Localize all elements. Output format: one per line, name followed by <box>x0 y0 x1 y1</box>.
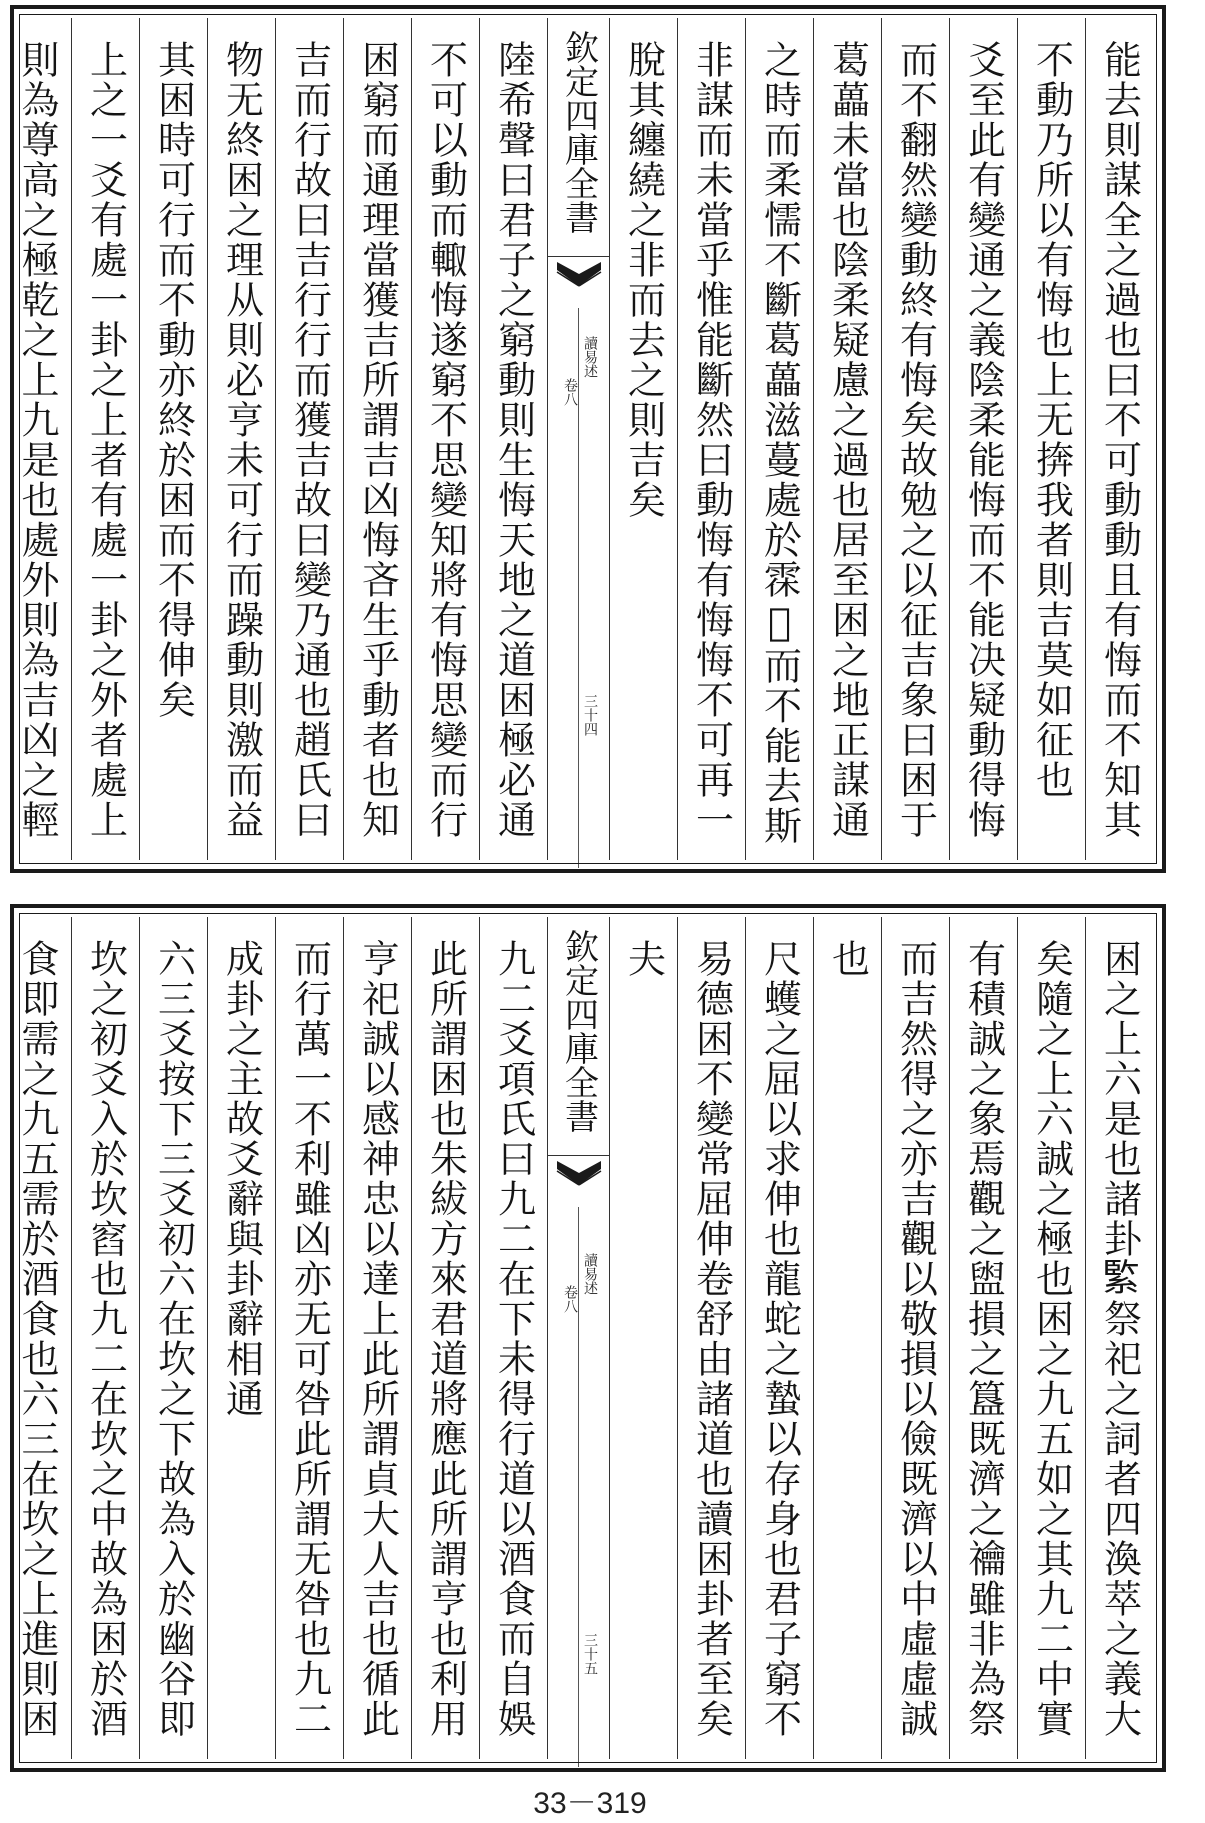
text-column <box>1017 917 1085 1759</box>
text-column <box>411 917 479 1759</box>
text-column <box>139 917 207 1759</box>
text-column <box>745 18 813 860</box>
fish-tail-ornament-icon <box>552 1157 605 1187</box>
text-column <box>813 18 881 860</box>
text-column <box>207 18 275 860</box>
text-column <box>71 917 139 1759</box>
fold-line <box>578 1207 579 1767</box>
text-column <box>3 917 71 1759</box>
text-column <box>881 917 949 1759</box>
column-text: 上之一爻有處一卦之上者有處一卦之外者處上 <box>83 40 128 840</box>
volume-label: 卷八 <box>562 378 578 406</box>
column-text: 能去則謀全之過也曰不可動動且有悔而不知其 <box>1097 40 1142 840</box>
header-title: 欽定四庫全書 <box>558 30 599 234</box>
column-text: 而吉然得之亦吉觀以敬損以儉既濟以中虛虛誠 <box>893 939 938 1739</box>
center-fold <box>547 18 609 860</box>
text-column <box>275 18 343 860</box>
text-column <box>1085 917 1153 1759</box>
column-text: 陸希聲曰君子之窮動則生悔天地之道困極必通 <box>491 40 536 840</box>
leaf-number: 三十五 <box>582 1633 598 1675</box>
column-text: 食即需之九五需於酒食也六三在坎之上進則困 <box>15 939 59 1739</box>
text-column <box>1017 18 1085 860</box>
text-column <box>1085 18 1153 860</box>
column-text: 九二爻項氏曰九二在下未得行道以酒食而自娛 <box>491 939 536 1739</box>
column-text: 夫 <box>621 939 666 979</box>
column-text: 也 <box>825 939 870 979</box>
column-text: 坎之初爻入於坎窞也九二在坎之中故為困於酒 <box>83 939 128 1739</box>
column-text: 有積誠之象焉觀之盥損之簋既濟之禴雖非為祭 <box>961 939 1006 1739</box>
column-text: 困窮而通理當獲吉所謂吉凶悔吝生乎動者也知 <box>355 40 400 840</box>
column-text: 不可以動而輙悔遂窮不思變知將有悔思變而行 <box>423 40 468 840</box>
center-title-box <box>548 917 609 1156</box>
center-title-box <box>548 18 609 257</box>
column-text: 其困時可行而不動亦終於困而不得伸矣 <box>151 40 196 720</box>
text-column <box>745 917 813 1759</box>
text-column <box>139 18 207 860</box>
text-column <box>677 917 745 1759</box>
center-fold <box>547 917 609 1759</box>
text-column <box>343 917 411 1759</box>
volume-label: 卷八 <box>562 1285 578 1313</box>
leaf-number: 三十四 <box>582 694 598 736</box>
text-column <box>479 917 547 1759</box>
column-text: 爻至此有變通之義陰柔能悔而不能决疑動得悔 <box>961 40 1006 840</box>
text-column <box>207 917 275 1759</box>
text-column <box>3 18 71 860</box>
text-column <box>949 917 1017 1759</box>
column-text: 之時而柔懦不斷葛藟滋蔓處於𩂯𢦵而不能去斯 <box>757 40 802 846</box>
column-text: 葛藟未當也陰柔疑慮之過也居至困之地正謀通 <box>825 40 870 840</box>
text-column <box>881 18 949 860</box>
column-text: 矣隨之上六誠之極也困之九五如之其九二中實 <box>1029 939 1074 1739</box>
text-column <box>813 917 881 1759</box>
text-column <box>275 917 343 1759</box>
column-text: 易德困不變常屈伸卷舒由諸道也讀困卦者至矣 <box>689 939 734 1739</box>
text-column <box>343 18 411 860</box>
book-title: 讀易述 <box>582 1253 598 1295</box>
top-columns <box>15 18 1153 860</box>
fish-tail-ornament-icon <box>552 258 605 288</box>
column-text: 困之上六是也諸卦𦂳祭祀之詞者四渙萃之義大 <box>1097 939 1142 1739</box>
column-text: 成卦之主故爻辭與卦辭相通 <box>219 939 264 1419</box>
text-column <box>411 18 479 860</box>
book-title: 讀易述 <box>582 336 598 378</box>
column-text: 物无終困之理从則必亨未可行而躁動則激而益 <box>219 40 264 840</box>
column-text: 而不翻然變動終有悔矣故勉之以征吉象曰困于 <box>893 40 938 840</box>
text-column <box>609 18 677 860</box>
fold-line <box>578 308 579 868</box>
page-number: 33－319 <box>533 1787 647 1820</box>
column-text: 非謀而未當乎惟能斷然曰動悔有悔悔不可再一 <box>689 40 734 840</box>
bottom-page <box>10 904 1166 1772</box>
column-text: 吉而行故曰吉行行而獲吉故曰變乃通也趙氏曰 <box>287 40 332 840</box>
column-text: 亨祀誠以感神忠以達上此所謂貞大人吉也循此 <box>355 939 400 1739</box>
text-column <box>949 18 1017 860</box>
column-text: 則為尊高之極乾之上九是也處外則為吉凶之輕 <box>15 40 59 840</box>
header-title: 欽定四庫全書 <box>558 929 599 1133</box>
text-column <box>479 18 547 860</box>
text-column <box>609 917 677 1759</box>
column-text: 脫其纏繞之非而去之則吉矣 <box>621 40 666 520</box>
column-text: 六三爻按下三爻初六在坎之下故為入於幽谷即 <box>151 939 196 1739</box>
column-text: 尺蠖之屈以求伸也龍蛇之蟄以存身也君子窮不 <box>757 939 802 1739</box>
text-column <box>677 18 745 860</box>
column-text: 不動乃所以有悔也上无捹我者則吉莫如征也 <box>1029 40 1074 800</box>
bottom-columns <box>15 917 1153 1759</box>
top-page <box>10 5 1166 873</box>
column-text: 而行萬一不利雖凶亦无可咎此所謂无咎也九二 <box>287 939 332 1739</box>
column-text: 此所謂困也朱紱方來君道將應此所謂亨也利用 <box>423 939 468 1739</box>
text-column <box>71 18 139 860</box>
